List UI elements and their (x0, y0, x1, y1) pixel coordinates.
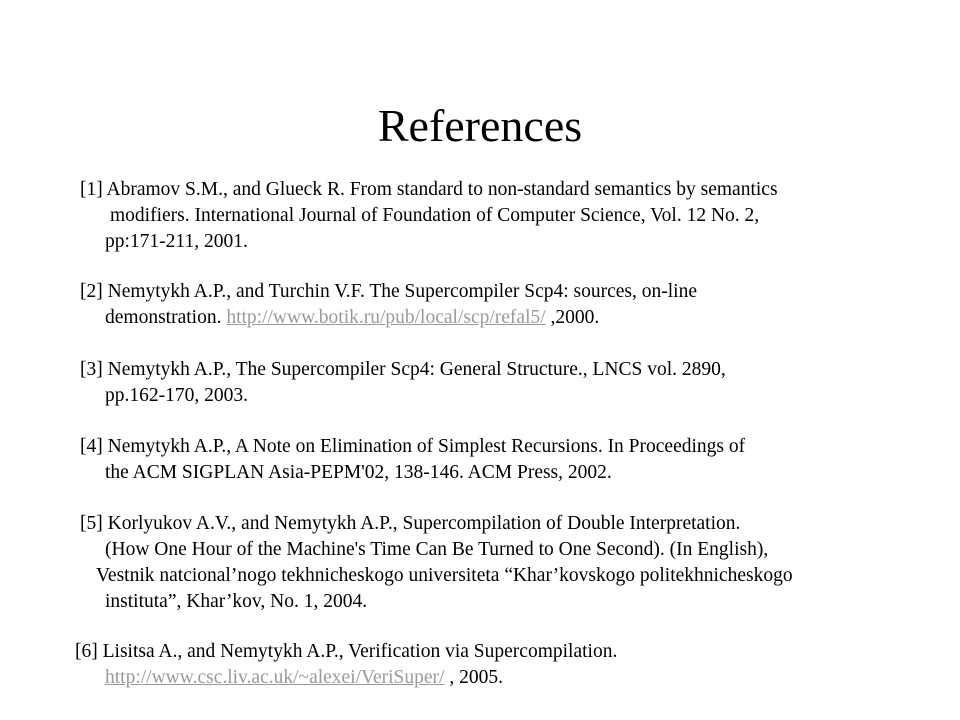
reference-1-line-1: [1] Abramov S.M., and Glueck R. From standard to non-standard semantics by semantics (80, 179, 778, 200)
reference-6-line-2 (105, 665, 503, 691)
reference-3-line-2: pp.162-170, 2003. (105, 385, 248, 406)
reference-2-link[interactable]: http://www.botik.ru/pub/local/scp/refal5/ (226, 307, 546, 328)
reference-2-line-1: [2] Nemytykh A.P., and Turchin V.F. The Supercompiler Scp4: sources, on-line (80, 281, 697, 302)
reference-2-line-2 (105, 305, 599, 331)
reference-5-line-4: instituta”, Khar’kov, No. 1, 2004. (105, 591, 368, 612)
slide-title: References (377, 100, 583, 151)
reference-2-link-suffix: ,2000. (545, 307, 600, 328)
reference-5-line-2: (How One Hour of the Machine's Time Can Be Turned to One Second). (In English), (105, 539, 769, 560)
reference-4-line-2: the ACM SIGPLAN Asia-PEPM'02, 138-146. ACM Press, 2002. (105, 462, 612, 483)
reference-5-line-1: [5] Korlyukov A.V., and Nemytykh A.P., Supercompilation of Double Interpretation. (80, 513, 741, 534)
reference-1-line-2: modifiers. International Journal of Foundation of Computer Science, Vol. 12 No. 2, (110, 205, 760, 226)
reference-4-line-1: [4] Nemytykh A.P., A Note on Elimination of Simplest Recursions. In Proceedings of (80, 436, 746, 457)
reference-2-link-prefix: demonstration. (105, 307, 227, 328)
reference-6-link[interactable]: http://www.csc.liv.ac.uk/~alexei/VeriSuper/ (105, 667, 445, 688)
reference-1-line-3: pp:171-211, 2001. (105, 231, 248, 252)
reference-5-line-3: Vestnik natcional’nogo tekhnicheskogo universiteta “Khar’kovskogo politekhnicheskogo (96, 565, 793, 586)
reference-3-line-1: [3] Nemytykh A.P., The Supercompiler Scp4: General Structure., LNCS vol. 2890, (80, 359, 726, 380)
reference-6-link-suffix: , 2005. (444, 667, 503, 688)
reference-6-line-1: [6] Lisitsa A., and Nemytykh A.P., Verification via Supercompilation. (75, 641, 618, 662)
